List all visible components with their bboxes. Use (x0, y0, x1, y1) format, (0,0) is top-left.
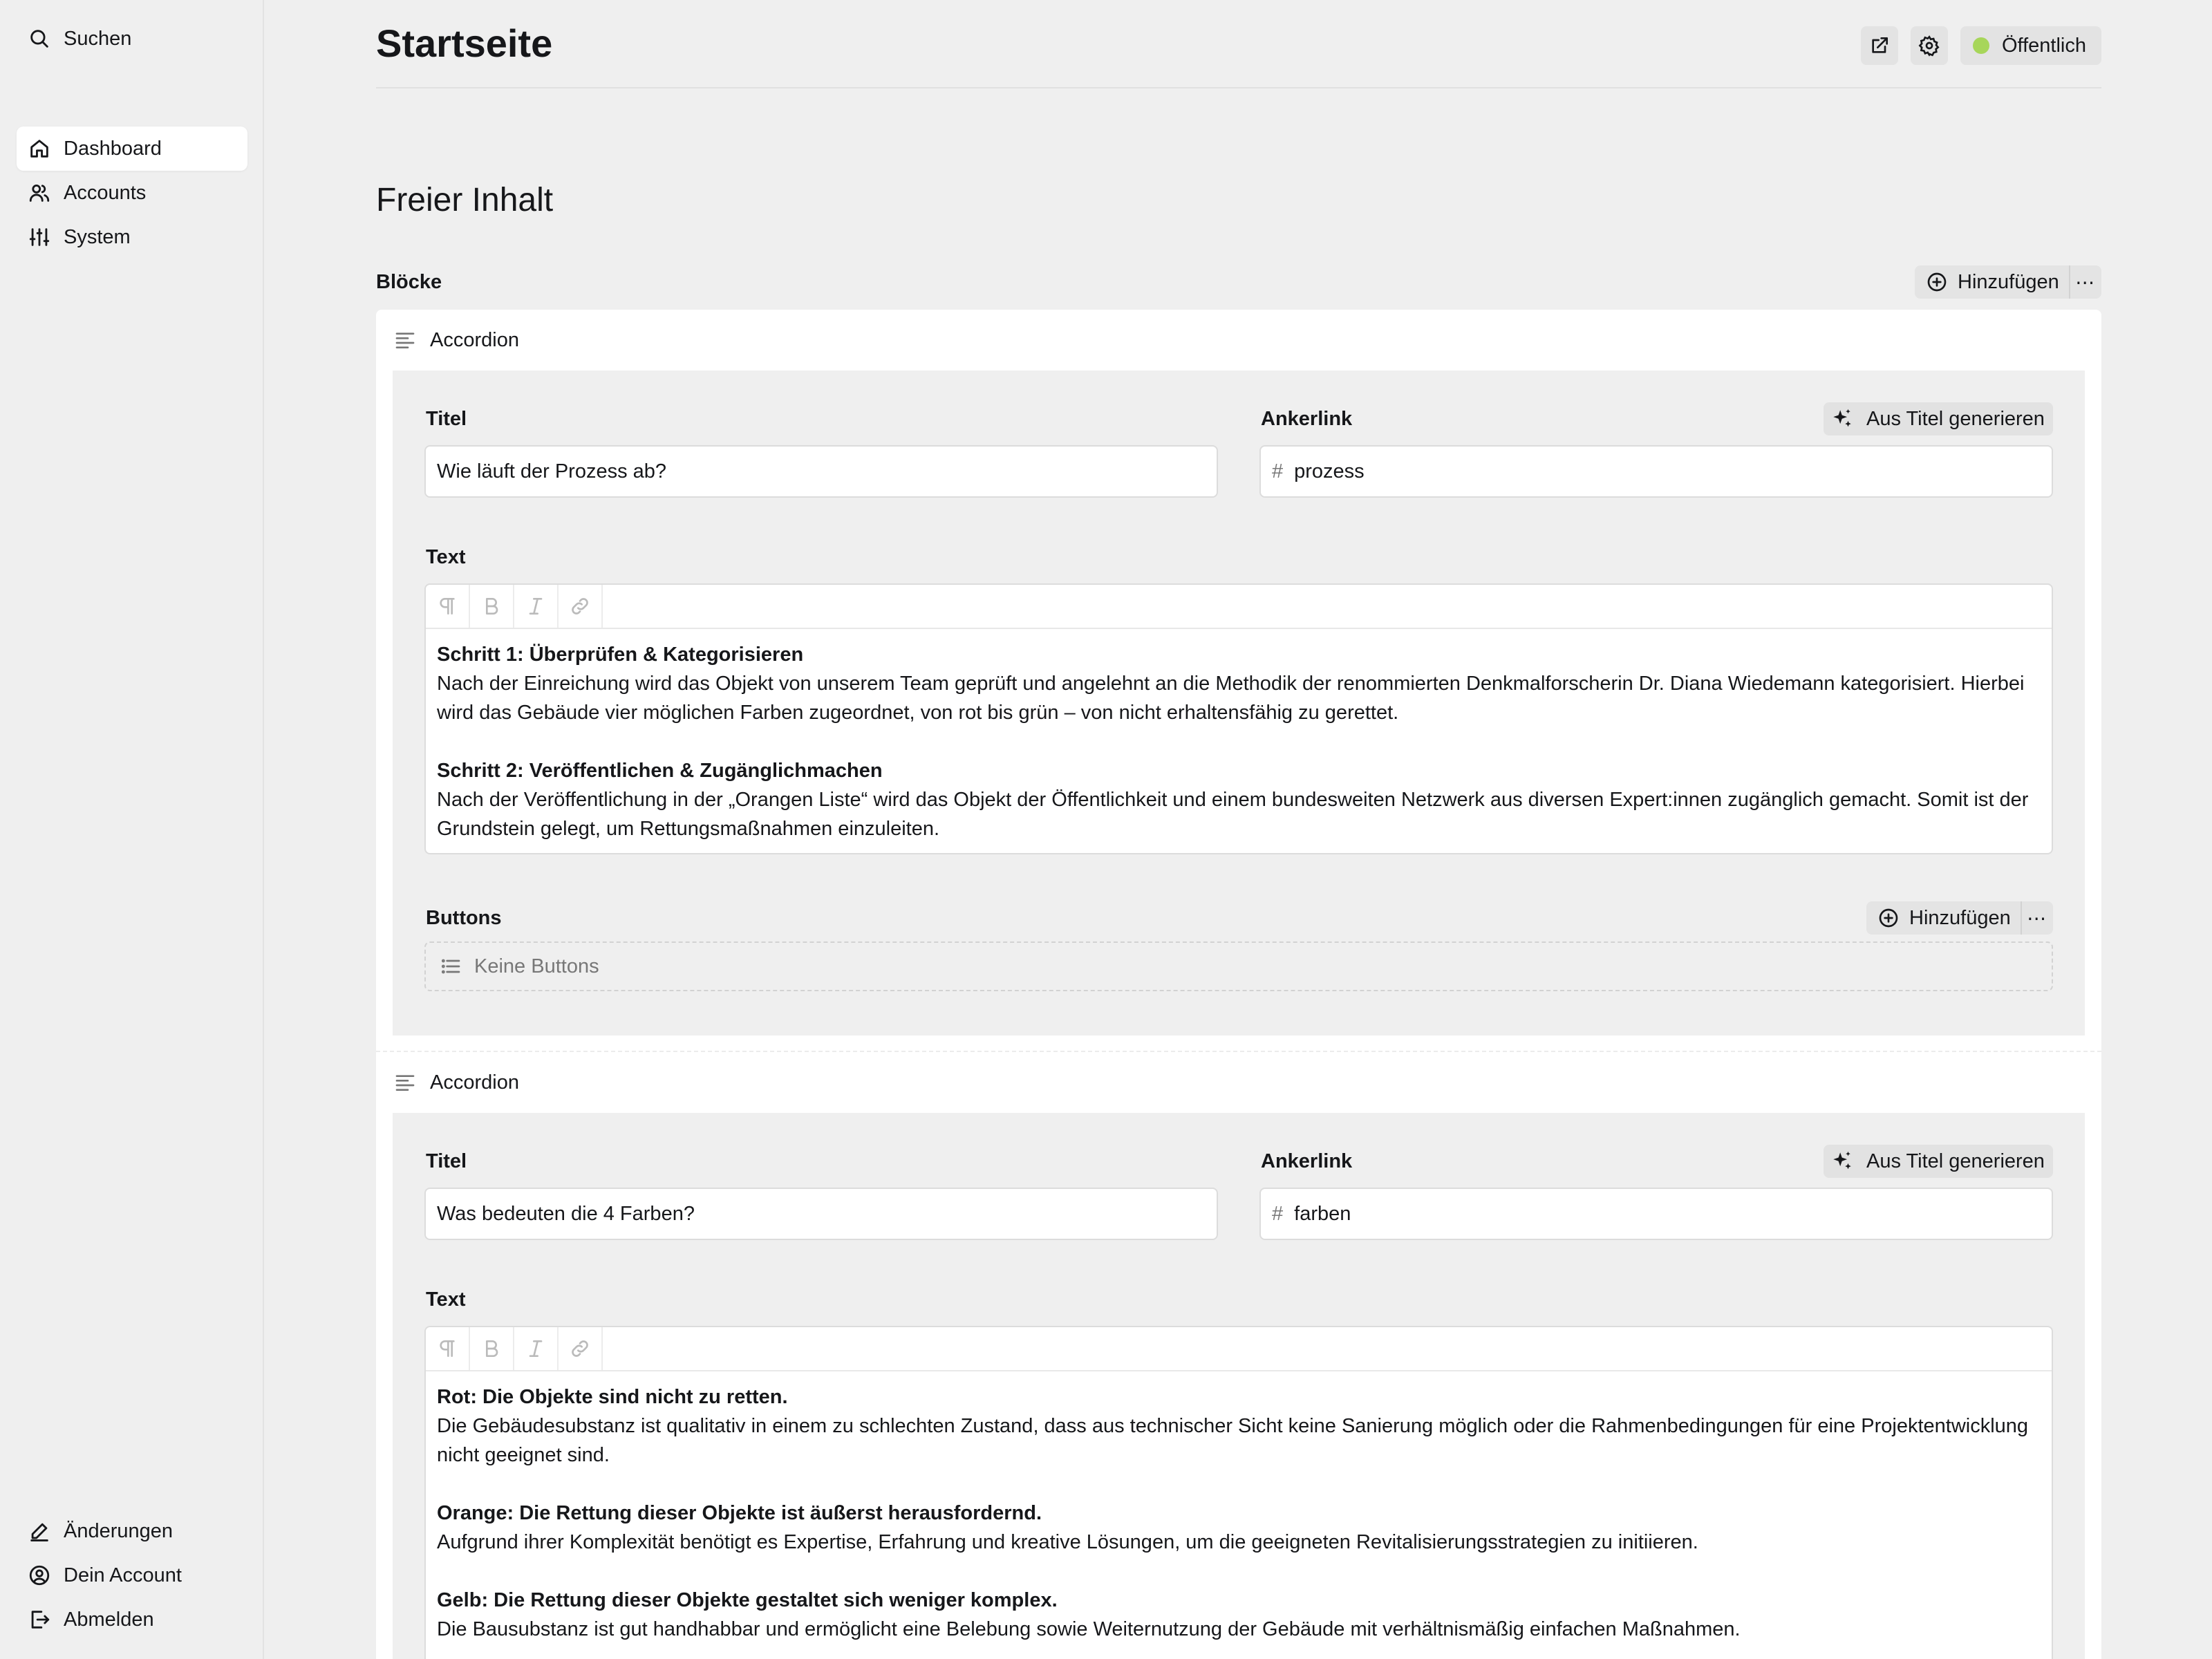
text-label: Text (426, 546, 466, 568)
editor-content (426, 629, 2052, 843)
text-label: Text (426, 1288, 466, 1311)
title-value: Was bedeuten die 4 Farben? (437, 1202, 695, 1225)
text-heading: Rot: Die Objekte sind nicht zu retten. (437, 1386, 788, 1408)
generate-label: Aus Titel generieren (1866, 1150, 2045, 1172)
text-paragraph: Nach der Einreichung wird das Objekt von unserem Team geprüft und angelehnt an die Methodik der renommierten Denkmalforscherin Dr. Diana Wiedemann kategorisiert. Hierbei wird das Gebäude vier möglichen Farben zugeordnet, von rot bis grün – von nicht erhaltensfähig zu gerettet. (437, 673, 2025, 724)
text-align-left-icon (394, 1071, 416, 1094)
sidebar-item-logout[interactable] (17, 1597, 247, 1642)
empty-label: Keine Buttons (474, 955, 599, 977)
text-heading: Orange: Die Rettung dieser Objekte ist äußerst herausfordernd. (437, 1502, 1042, 1524)
paragraph-button[interactable] (426, 1327, 470, 1370)
settings-button[interactable] (1911, 26, 1948, 65)
search-button[interactable] (17, 17, 247, 61)
block-fields (393, 1113, 2085, 1659)
paragraph-button[interactable] (426, 585, 470, 628)
visibility-status-button[interactable] (1960, 26, 2101, 65)
block-fields (393, 371, 2085, 1035)
open-external-button[interactable] (1861, 26, 1898, 65)
bold-button[interactable] (470, 585, 514, 628)
text-paragraph: Die Gebäudesubstanz ist qualitativ in einem zu schlechten Zustand, dass aus technischer Sicht keine Sanierung möglich oder die Rahmenbedingungen für eine Projektentwicklung nicht geeignet sind. (437, 1415, 2029, 1466)
sidebar-item-dashboard[interactable] (17, 126, 247, 171)
editor-toolbar (426, 1327, 2052, 1371)
text-paragraph: Aufgrund ihrer Komplexität benötigt es Expertise, Erfahrung und kreative Lösungen, um die geeigneten Revitalisierungsstrategien zu initiieren. (437, 1531, 1698, 1553)
sidebar-item-label: Dein Account (64, 1564, 182, 1586)
plus-circle-icon (1926, 271, 1948, 293)
sliders-icon (28, 225, 51, 249)
sparkles-icon (1830, 407, 1854, 431)
link-icon (569, 1338, 591, 1360)
text-paragraph: Die Bausubstanz ist gut handhabbar und ermöglicht eine Belebung sowie Weiternutzung der Gebäude mit verhältnismäßig einfachen Maßnahmen. (437, 1618, 1741, 1640)
text-align-left-icon (394, 329, 416, 351)
accordion-block (376, 1052, 2101, 1659)
user-circle-icon (28, 1564, 51, 1587)
block-type-label: Accordion (430, 1071, 519, 1094)
sidebar-item-changes[interactable] (17, 1509, 247, 1553)
page-title: Startseite (376, 21, 553, 65)
gear-icon (1918, 35, 1940, 57)
block-header[interactable] (394, 310, 519, 371)
search-icon (28, 27, 51, 50)
sidebar-item-label: Accounts (64, 181, 147, 204)
block-header[interactable] (394, 1052, 519, 1113)
buttons-empty-state (424, 941, 2053, 991)
sparkles-icon (1830, 1150, 1854, 1173)
buttons-more-button[interactable]: ⋯ (2021, 901, 2052, 935)
hash-icon: # (1272, 1202, 1284, 1225)
blocks-label: Blöcke (376, 271, 442, 293)
title-input[interactable] (424, 1188, 1218, 1240)
bold-icon (480, 1338, 503, 1360)
text-paragraph: Nach der Veröffentlichung in der „Orangen Liste“ wird das Objekt der Öffentlichkeit und einem bundesweiten Netzwerk aus diversen Expert:innen zugänglich gemacht. Somit ist der Grundstein gelegt, um Rettungsmaßnahmen einzuleiten. (437, 789, 2029, 840)
status-label: Öffentlich (2002, 34, 2086, 57)
home-icon (28, 137, 51, 160)
bold-icon (480, 595, 503, 617)
link-button[interactable] (559, 585, 603, 628)
italic-icon (525, 595, 547, 617)
buttons-add-group (1866, 901, 2053, 935)
list-icon (440, 955, 462, 977)
status-dot (1973, 37, 1989, 54)
sidebar-item-label: Änderungen (64, 1519, 174, 1542)
italic-icon (525, 1338, 547, 1360)
bold-button[interactable] (470, 1327, 514, 1370)
blocks-list (376, 310, 2101, 1659)
sidebar-item-accounts[interactable] (17, 171, 247, 215)
anchor-label: Ankerlink (1261, 408, 1353, 430)
search-label: Suchen (64, 27, 132, 50)
blocks-more-button[interactable]: ⋯ (2069, 265, 2101, 299)
hash-icon: # (1272, 460, 1284, 482)
section-title: Freier Inhalt (376, 182, 554, 218)
rich-text-editor[interactable] (424, 1326, 2053, 1659)
add-label: Hinzufügen (1909, 906, 2011, 929)
editor-content (426, 1371, 2052, 1644)
buttons-label: Buttons (426, 907, 502, 929)
sidebar-item-account[interactable] (17, 1553, 247, 1597)
editor-toolbar (426, 585, 2052, 629)
generate-label: Aus Titel generieren (1866, 407, 2045, 430)
accordion-block (376, 310, 2101, 1051)
link-button[interactable] (559, 1327, 603, 1370)
rich-text-editor[interactable] (424, 583, 2053, 854)
sidebar-item-system[interactable] (17, 215, 247, 259)
header-divider (376, 87, 2101, 88)
anchor-input[interactable] (1259, 1188, 2053, 1240)
text-heading: Gelb: Die Rettung dieser Objekte gestaltet sich weniger komplex. (437, 1589, 1058, 1611)
sidebar (0, 0, 264, 1659)
text-heading: Schritt 1: Überprüfen & Kategorisieren (437, 644, 804, 666)
sidebar-item-label: Abmelden (64, 1608, 154, 1631)
title-value: Wie läuft der Prozess ab? (437, 460, 667, 482)
title-input[interactable] (424, 445, 1218, 498)
plus-circle-icon (1877, 907, 1900, 929)
pencil-icon (28, 1519, 51, 1543)
italic-button[interactable] (514, 585, 559, 628)
title-label: Titel (426, 408, 467, 430)
blocks-add-group (1915, 265, 2101, 299)
pilcrow-icon (436, 595, 458, 617)
main-content (265, 0, 2212, 1659)
link-icon (569, 595, 591, 617)
sidebar-item-label: Dashboard (64, 137, 162, 160)
pilcrow-icon (436, 1338, 458, 1360)
sidebar-item-label: System (64, 225, 131, 248)
text-heading: Schritt 2: Veröffentlichen & Zugänglichmachen (437, 760, 883, 782)
anchor-value: farben (1294, 1202, 1351, 1225)
title-label: Titel (426, 1150, 467, 1172)
anchor-label: Ankerlink (1261, 1150, 1353, 1172)
anchor-input[interactable] (1259, 445, 2053, 498)
logout-icon (28, 1608, 51, 1631)
block-type-label: Accordion (430, 328, 519, 351)
external-link-icon (1868, 35, 1891, 57)
anchor-value: prozess (1294, 460, 1365, 482)
generate-from-title-button[interactable] (1824, 402, 2053, 435)
users-icon (28, 181, 51, 205)
italic-button[interactable] (514, 1327, 559, 1370)
add-button-button[interactable] (1866, 901, 2021, 935)
add-label: Hinzufügen (1958, 270, 2059, 293)
generate-from-title-button[interactable] (1824, 1145, 2053, 1178)
add-block-button[interactable] (1915, 265, 2069, 299)
